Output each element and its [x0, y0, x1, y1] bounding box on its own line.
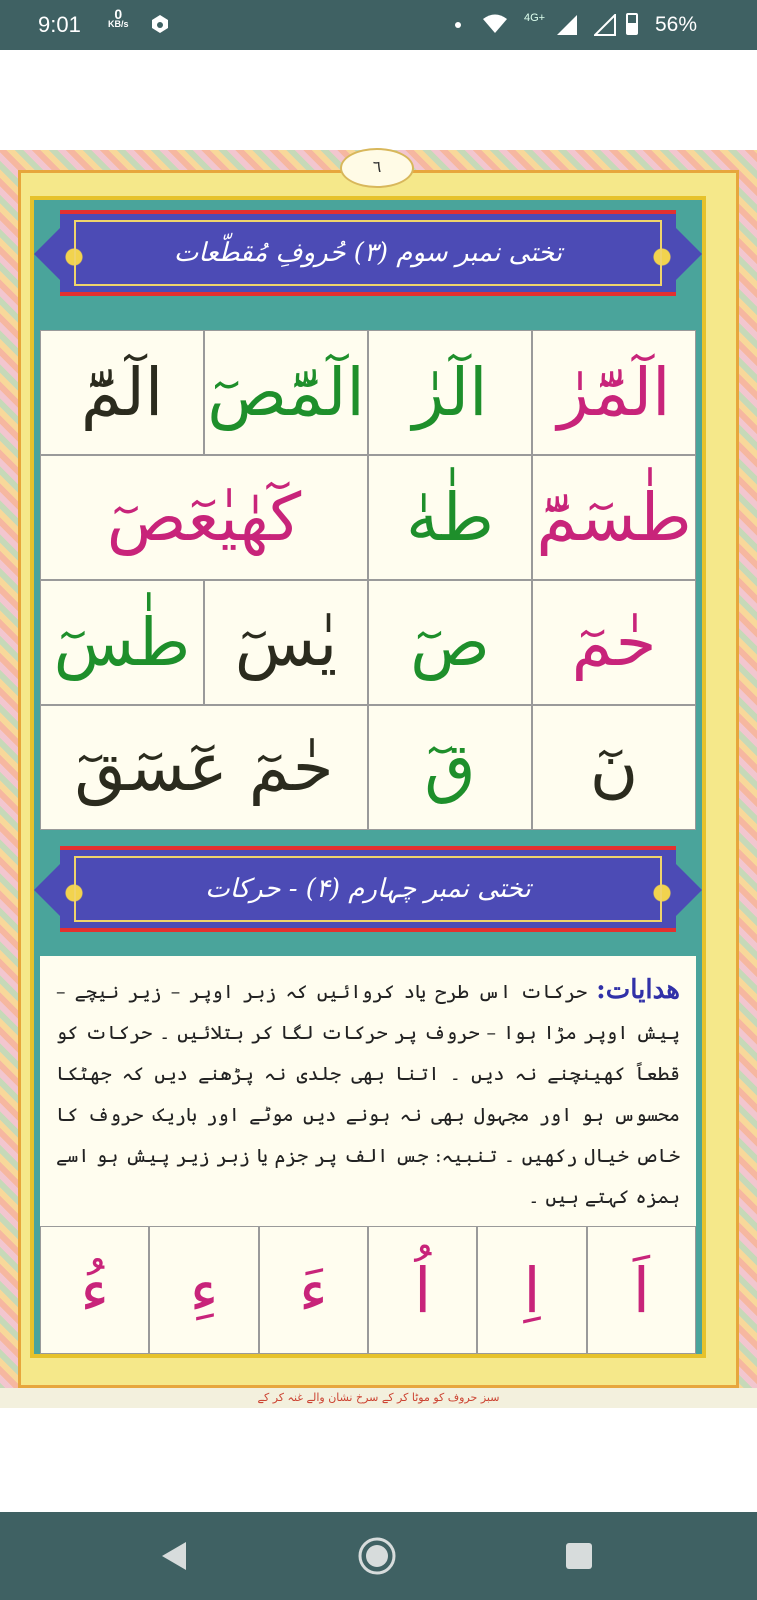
letter-cell: نٓ: [532, 705, 696, 830]
wifi-icon: [482, 14, 508, 34]
harakat-row: [40, 1226, 696, 1354]
signal-empty-icon: [594, 14, 616, 36]
lesson-frame: [30, 196, 706, 1358]
harakat-cell: ءَ: [259, 1226, 368, 1354]
section4-banner: [60, 846, 676, 932]
section3-title: تختی نمبر سوم (۳) حُروفِ مُقطّعات: [173, 238, 563, 268]
letter-cell: طٰسٓمّٓ: [532, 455, 696, 580]
page-number: ٦: [340, 148, 414, 188]
letter-cell: الٓمّٓ: [40, 330, 204, 455]
letter-cell: يٰسٓ: [204, 580, 368, 705]
instructions-body: حرکات اس طرح یاد کروائیں کہ زبر اوپر – زیر نیچے – پیش اوپر مڑا ہوا – حروف پر حرکات لگا کر بتلائیں ۔ حرکات کو قطعاً کھینچنے نہ دیں ۔ اتنا بھی جلدی نہ پڑھنے دیں کہ جھٹکا محسوس ہو اور مجہول بھی نہ ہونے دیں موٹے اور باریک حروف کا خاص خیال رکھیں ۔ تنبیہ: جس الف پر جزم یا زبر زیر پیش ہو اسے ہمزہ کہتے ہیں ۔: [56, 981, 680, 1208]
instructions-heading: ھدایات:: [596, 975, 680, 1005]
notification-dot-icon: [455, 22, 461, 28]
status-bar: [0, 0, 757, 50]
signal-icon: [556, 14, 578, 36]
section4-title: تختی نمبر چہارم (۴) - حرکات: [205, 874, 531, 904]
harakat-cell: اَ: [587, 1226, 696, 1354]
harakat-cell: اِ: [477, 1226, 586, 1354]
back-icon[interactable]: [160, 1540, 188, 1572]
qaida-page-image: [0, 150, 757, 1408]
harakat-cell: ءُ: [40, 1226, 149, 1354]
section3-banner: [60, 210, 676, 296]
letter-cell: حٰمٓ عٓسٓقٓ: [40, 705, 368, 830]
battery-percent: 56%: [655, 13, 698, 36]
battery-icon: [626, 13, 638, 35]
letter-cell: طٰهٰ: [368, 455, 532, 580]
letter-cell: صٓ: [368, 580, 532, 705]
instructions-text: [40, 956, 696, 1226]
network-speed: [108, 6, 129, 29]
status-time: 9:01: [38, 12, 81, 37]
harakat-cell: اُ: [368, 1226, 477, 1354]
letter-cell: الٓمّٓصٓ: [204, 330, 368, 455]
network-speed-value: 0: [114, 6, 123, 22]
letter-cell: طٰسٓ: [40, 580, 204, 705]
muqattaat-grid: [40, 330, 696, 830]
letter-cell: حٰمٓ: [532, 580, 696, 705]
letter-cell: الٓرٰ: [368, 330, 532, 455]
navigation-bar: [0, 1512, 757, 1600]
next-page-peek: سبز حروف کو موٹا کر کے سرخ نشان والے غنہ کر کے: [0, 1388, 757, 1408]
home-icon[interactable]: [357, 1536, 397, 1576]
letter-cell: كٓهٰيٰعٓصٓ: [40, 455, 368, 580]
letter-cell: الٓمّٓرٰ: [532, 330, 696, 455]
recent-apps-icon[interactable]: [566, 1543, 592, 1569]
network-speed-unit: KB/s: [108, 19, 129, 29]
letter-cell: قٓ: [368, 705, 532, 830]
harakat-cell: ءِ: [149, 1226, 258, 1354]
app-notification-icon: [150, 14, 170, 34]
network-type: 4G+: [524, 12, 546, 24]
